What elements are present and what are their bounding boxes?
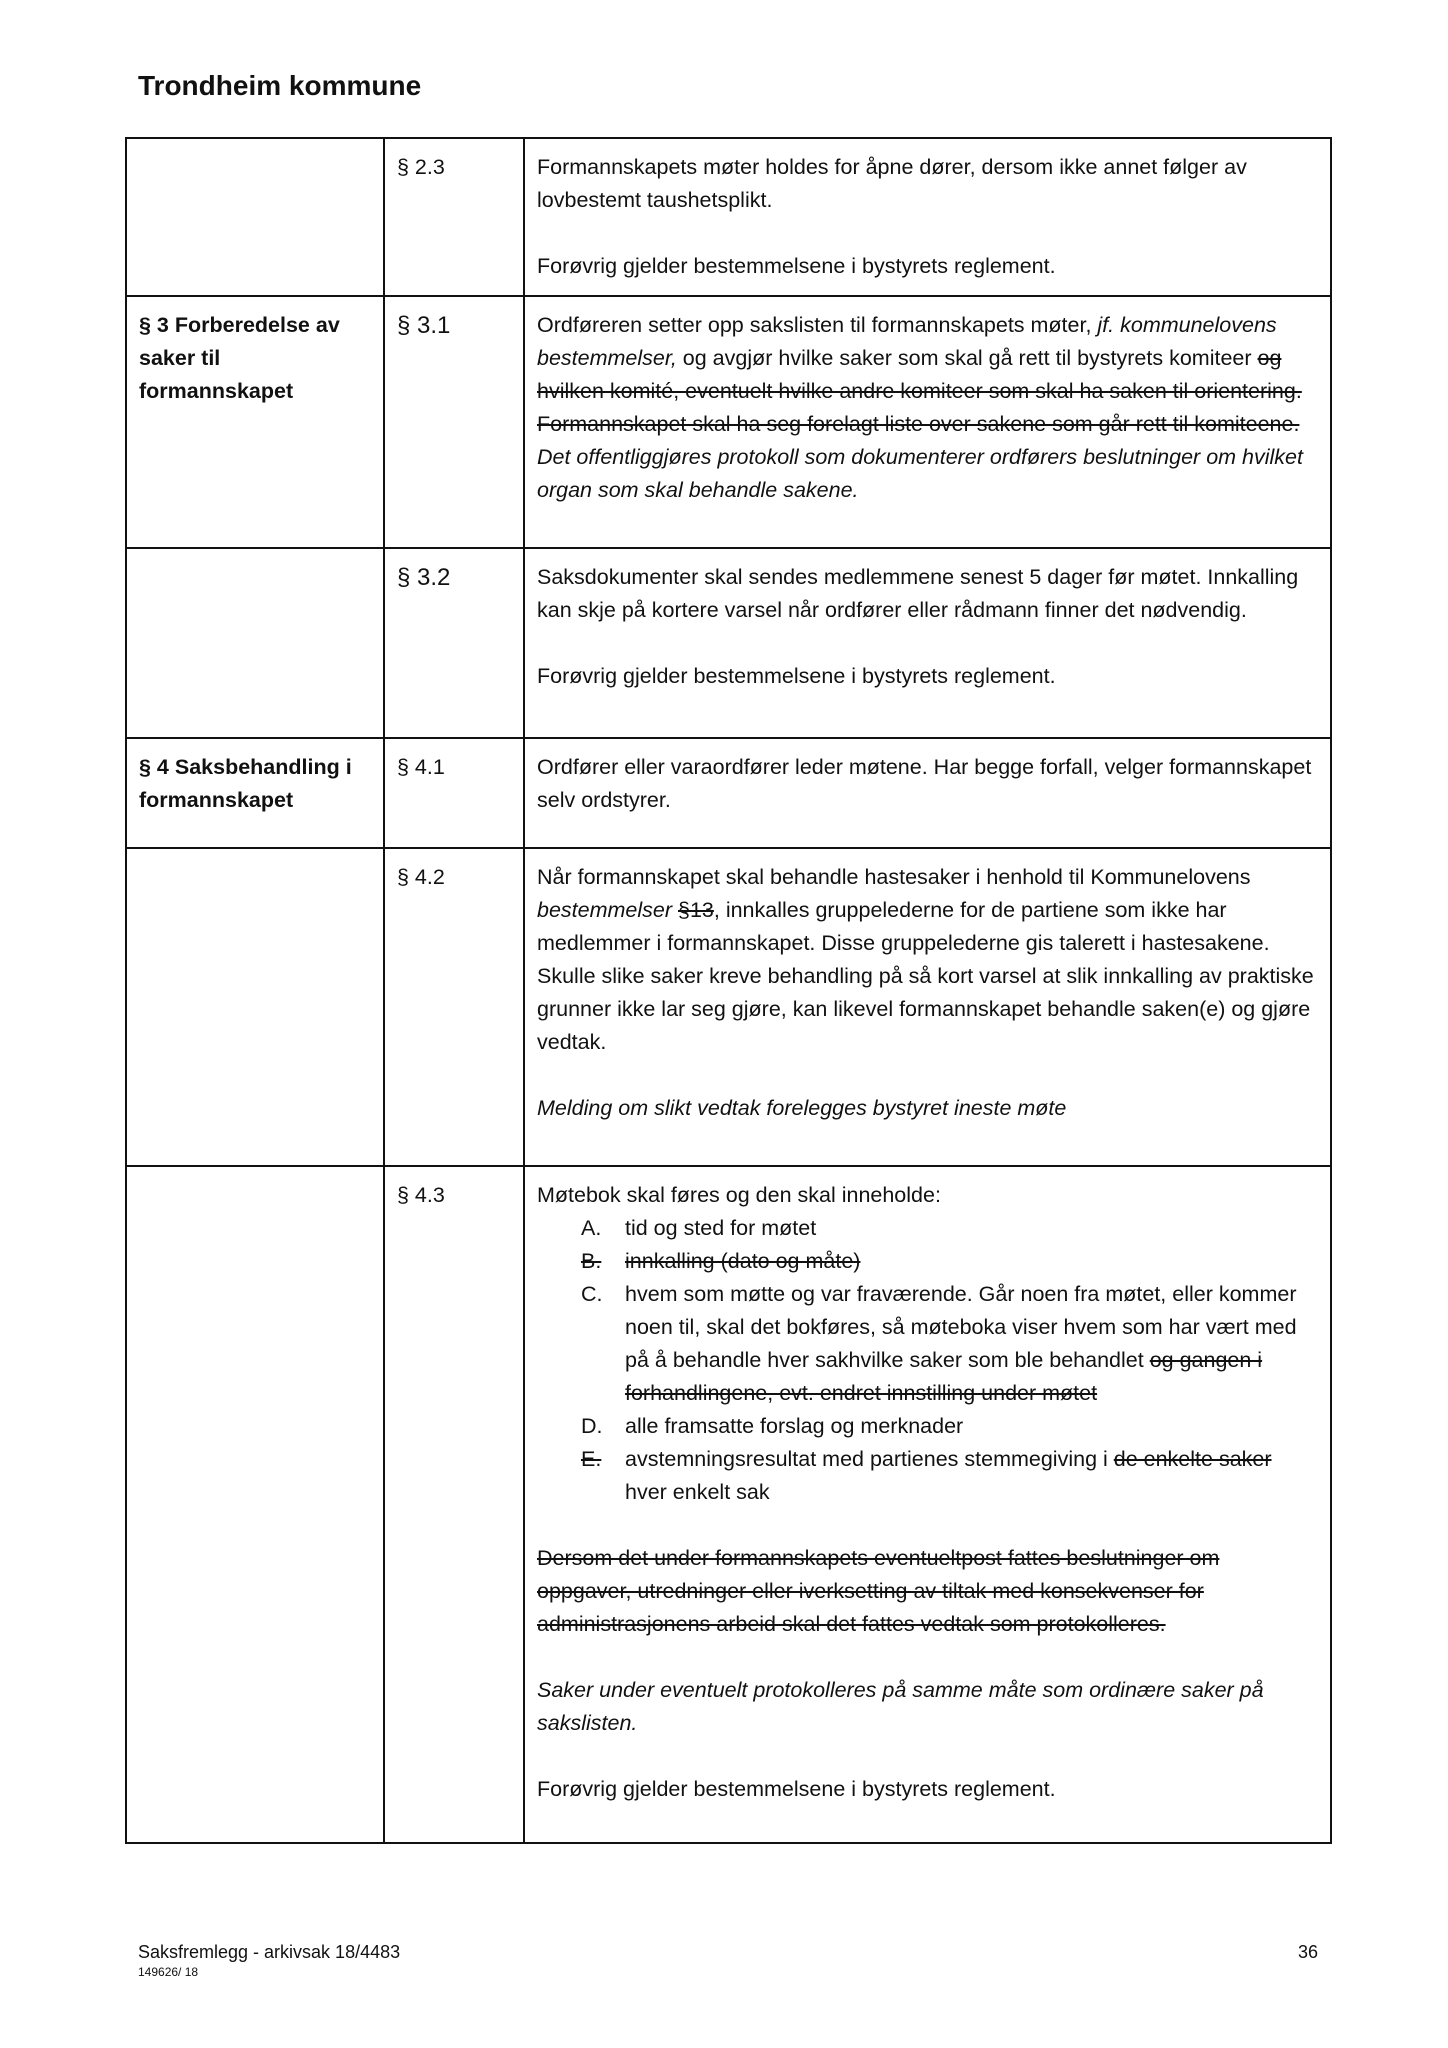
list-marker: A. — [581, 1216, 602, 1240]
list-marker: B. — [581, 1249, 602, 1273]
list-marker: E. — [581, 1447, 602, 1471]
page-title: Trondheim kommune — [138, 70, 422, 101]
deleted-text: og hvilken komité, eventuelt hvilke andre komiteer som skal ha saken til orientering. Formannskapet skal ha seg forelagt liste over sakene som går rett til komiteene. — [537, 346, 1302, 436]
paragraph-number: § 4.3 — [384, 1166, 524, 1843]
text-run: hver enkelt sak — [625, 1480, 770, 1504]
text-run: , innkalles gruppelederne for de partiene som ikke har medlemmer i formannskapet. Disse gruppelederne gis talerett i hastesakene. Skulle slike saker kreve behandling på så kort varsel at slik innkalling av praktiske grunner ikke lar seg gjøre, kan likevel formannskapet behandle saken(e) og gjøre vedtak. — [537, 898, 1314, 1054]
paragraph-number: § 4.1 — [384, 738, 524, 848]
paragraph-content — [524, 138, 1331, 296]
text-run: hvem som møtte og var fraværende. Går noen fra møtet, eller kommer noen til, skal det bokføres, så møteboka viser hvem som har vært med på å behandle hver sakhvilke saker som ble behandlet — [625, 1282, 1297, 1372]
italic-text: Melding om slikt vedtak forelegges bystyret ineste møte — [537, 1096, 1067, 1120]
table-row — [126, 848, 1331, 1166]
paragraph-number — [384, 296, 524, 548]
deleted-text: §13 — [678, 898, 714, 922]
text-run: Når formannskapet skal behandle hastesaker i henhold til Kommunelovens — [537, 865, 1251, 889]
deleted-text: og gangen i forhandlingene, evt. endret innstilling under møtet — [625, 1348, 1263, 1405]
section-cell — [126, 138, 384, 296]
list-item — [581, 1245, 1318, 1278]
paragraph-text: Forøvrig gjelder bestemmelsene i bystyrets reglement. — [537, 1777, 1056, 1801]
list-item — [581, 1278, 1318, 1410]
paragraph-text: Forøvrig gjelder bestemmelsene i bystyrets reglement. — [537, 254, 1056, 278]
section-cell — [126, 548, 384, 738]
paragraph-number-text: § 3.1 — [397, 312, 451, 339]
paragraph-content — [524, 548, 1331, 738]
table-row — [126, 296, 1331, 548]
deleted-text: de enkelte saker — [1113, 1447, 1272, 1471]
text-run: avstemningsresultat med partienes stemmegiving i — [625, 1447, 1114, 1471]
italic-text: jf. kommunelovens bestemmelser, — [537, 313, 1277, 370]
list-marker: C. — [581, 1282, 603, 1306]
table-row — [126, 548, 1331, 738]
list-marker: D. — [581, 1414, 603, 1438]
paragraph-text — [537, 1542, 1318, 1641]
paragraph-number-text: § 3.2 — [397, 564, 451, 591]
deleted-text: innkalling (dato og måte) — [625, 1249, 861, 1273]
page-number: 36 — [1298, 1942, 1319, 1962]
deleted-text: Dersom det under formannskapets eventueltpost fattes beslutninger om oppgaver, utredninger eller iverksetting av tiltak med konsekvenser for administrasjonens arbeid skal det fattes vedtak som protokolleres. — [537, 1546, 1220, 1636]
list-item — [581, 1443, 1318, 1509]
minutes-items-list — [537, 1212, 1318, 1509]
section-cell — [126, 848, 384, 1166]
text-run: Ordføreren setter opp sakslisten til formannskapets møter, — [537, 313, 1098, 337]
text-run: alle framsatte forslag og merknader — [625, 1414, 964, 1438]
section-cell — [126, 1166, 384, 1843]
paragraph-number — [384, 548, 524, 738]
paragraph-content — [524, 296, 1331, 548]
table-row — [126, 738, 1331, 848]
paragraph-content — [524, 1166, 1331, 1843]
table-row — [126, 138, 1331, 296]
italic-text: bestemmelser — [537, 898, 673, 922]
paragraph-content — [524, 738, 1331, 848]
paragraph-text — [537, 861, 1318, 1059]
italic-text: Saker under eventuelt protokolleres på samme måte som ordinære saker på sakslisten. — [537, 1678, 1264, 1735]
table-row — [126, 1166, 1331, 1843]
paragraph-text — [537, 1674, 1318, 1740]
paragraph-text: Formannskapets møter holdes for åpne dører, dersom ikke annet følger av lovbestemt taushetsplikt. — [537, 155, 1247, 212]
paragraph-content — [524, 848, 1331, 1166]
italic-text: Det offentliggjøres protokoll som dokumenterer ordførers beslutninger om hvilket organ som skal behandle sakene. — [537, 445, 1303, 502]
paragraph-text: Forøvrig gjelder bestemmelsene i bystyrets reglement. — [537, 664, 1056, 688]
paragraph-number: § 4.2 — [384, 848, 524, 1166]
list-item — [581, 1212, 1318, 1245]
paragraph-text: Saksdokumenter skal sendes medlemmene senest 5 dager før møtet. Innkalling kan skje på kortere varsel når ordfører eller rådmann finner det nødvendig. — [537, 565, 1299, 622]
paragraph-number: § 2.3 — [384, 138, 524, 296]
paragraph-text: Møtebok skal føres og den skal inneholde: — [537, 1183, 941, 1207]
footer-reference-number: 149626/ 18 — [138, 1965, 199, 1979]
regulation-table — [125, 137, 1332, 1844]
page-footer — [138, 1942, 400, 1979]
paragraph-text: Ordfører eller varaordfører leder møtene. Har begge forfall, velger formannskapet selv ordstyrer. — [537, 755, 1312, 812]
footer-document-ref: Saksfremlegg - arkivsak 18/4483 — [138, 1942, 401, 1962]
section-heading: § 4 Saksbehandling i formannskapet — [126, 738, 384, 848]
paragraph-text — [537, 1092, 1318, 1125]
section-heading: § 3 Forberedelse av saker til formannskapet — [126, 296, 384, 548]
text-run: tid og sted for møtet — [625, 1216, 817, 1240]
text-run: og avgjør hvilke saker som skal gå rett til bystyrets komiteer — [676, 346, 1258, 370]
list-item — [581, 1410, 1318, 1443]
